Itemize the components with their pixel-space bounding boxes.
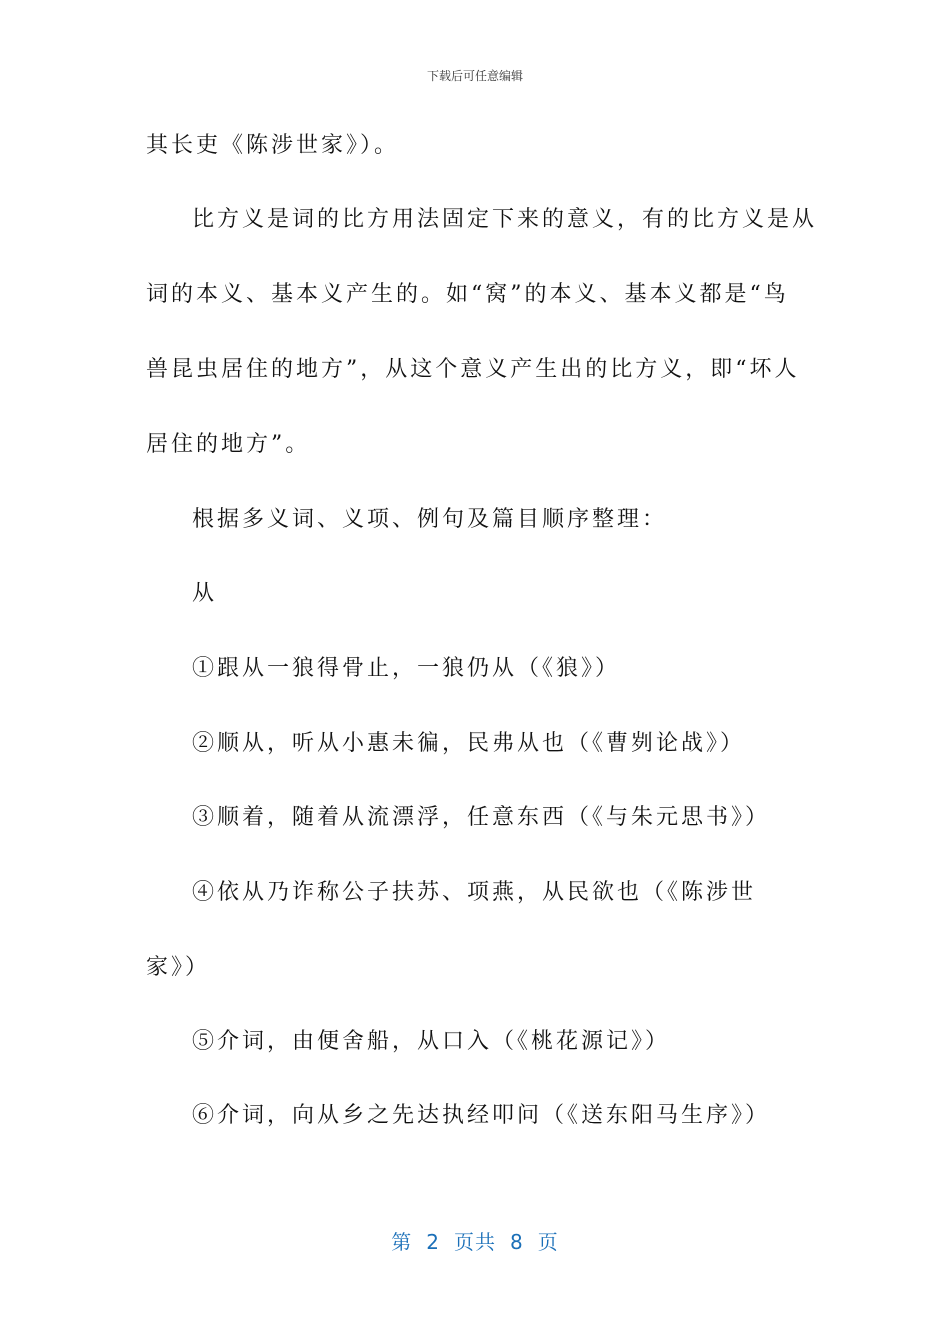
header-note: 下载后可任意编辑 [426, 69, 523, 83]
page-footer [0, 1226, 950, 1255]
body-line: 词的本义、基本义产生的。如“窝”的本义、基本义都是“鸟 [146, 282, 789, 307]
body-line: 居住的地方”。 [146, 432, 311, 457]
body-line: 其长吏《陈涉世家》）。 [146, 133, 400, 158]
section-heading: 从 [192, 581, 218, 606]
body-line: 兽昆虫居住的地方”，从这个意义产生出的比方义，即“坏人 [146, 357, 800, 382]
list-item: ④依从乃诈称公子扶苏、项燕，从民欲也（《陈涉世 [192, 880, 757, 905]
list-item-continuation: 家》） [146, 955, 211, 980]
body-line: 比方义是词的比方用法固定下来的意义，有的比方义是从 [192, 207, 818, 232]
list-item: ⑤介词，由便舍船，从口入（《桃花源记》） [192, 1029, 671, 1054]
page-label-suffix: 页 [537, 1230, 559, 1254]
body-line: 根据多义词、义项、例句及篇目顺序整理： [192, 507, 668, 532]
list-item: ⑥介词，向从乡之先达执经叩问（《送东阳马生序》） [192, 1103, 771, 1128]
total-pages-number: 8 [510, 1230, 524, 1254]
list-item: ③顺着，随着从流漂浮，任意东西（《与朱元思书》） [192, 805, 771, 830]
page-label-prefix: 第 [391, 1230, 413, 1254]
list-item: ①跟从一狼得骨止，一狼仍从（《狼》） [192, 656, 621, 681]
list-item: ②顺从，听从小惠未徧，民弗从也（《曹刿论战》） [192, 731, 746, 756]
current-page-number: 2 [426, 1230, 440, 1254]
page-label-mid: 页共 [454, 1230, 496, 1254]
